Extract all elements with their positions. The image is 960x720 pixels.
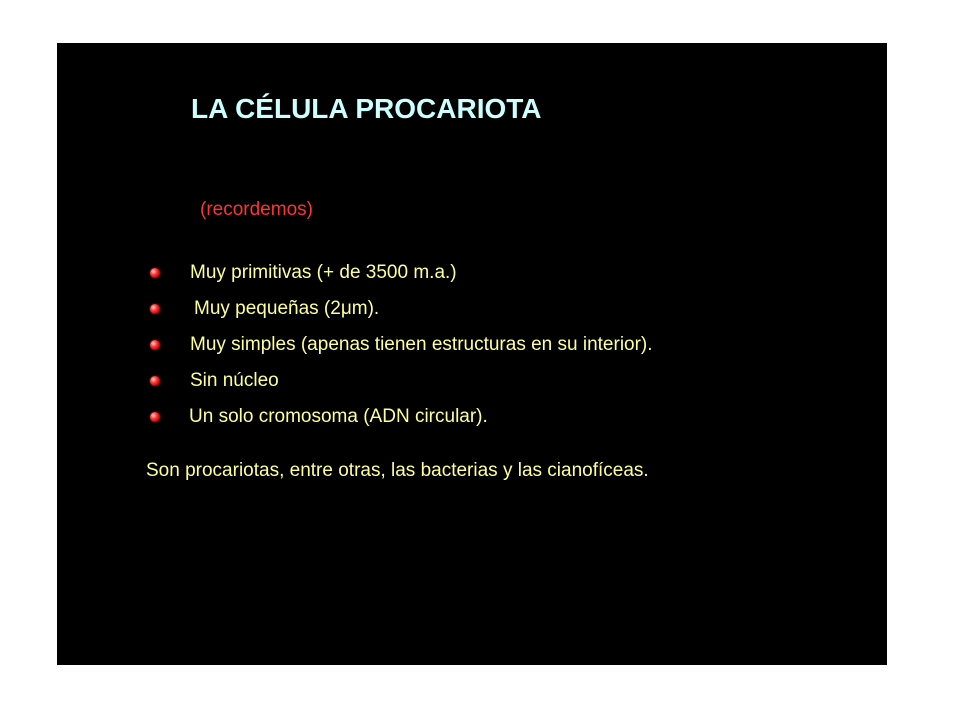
slide-title: LA CÉLULA PROCARIOTA — [191, 93, 542, 124]
slide-subtitle: (recordemos) — [200, 199, 313, 220]
red-bullet-icon — [150, 268, 160, 278]
red-bullet-icon — [150, 412, 160, 422]
bullet-text: Muy simples (apenas tienen estructuras en su interior). — [190, 334, 653, 355]
bullet-text: Un solo cromosoma (ADN circular). — [189, 406, 488, 427]
slide — [57, 43, 887, 665]
bullet-text: Muy pequeñas (2μm). — [194, 298, 380, 319]
bullet-text: Sin núcleo — [190, 370, 279, 391]
red-bullet-icon — [150, 340, 160, 350]
bullet-text: Muy primitivas (+ de 3500 m.a.) — [190, 262, 457, 283]
red-bullet-icon — [150, 376, 160, 386]
summary-text: Son procariotas, entre otras, las bacterias y las cianofíceas. — [146, 460, 649, 481]
red-bullet-icon — [150, 304, 160, 314]
